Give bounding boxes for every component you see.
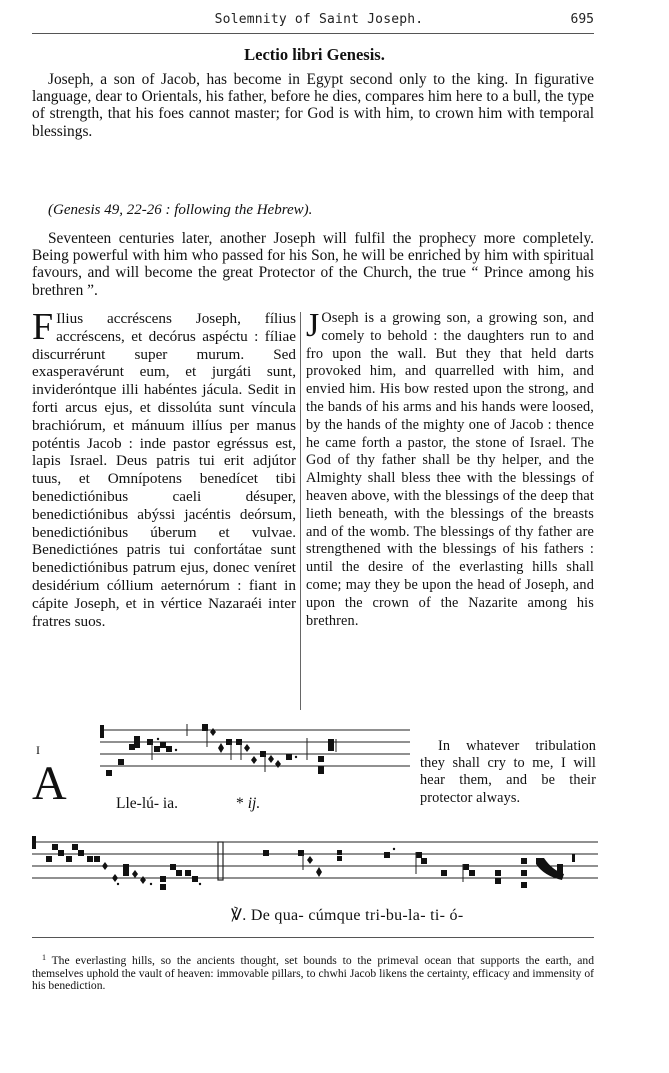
note	[318, 766, 324, 774]
note	[318, 756, 324, 762]
neume-note	[268, 755, 274, 763]
column-divider	[300, 312, 301, 710]
header-rule	[32, 33, 594, 34]
neume-note	[495, 878, 501, 884]
footnote-marker: 1	[42, 953, 46, 962]
neume-note	[263, 850, 269, 856]
neume-note	[123, 870, 129, 876]
punctum-mora-dot	[175, 749, 177, 751]
neume-note	[441, 870, 447, 876]
repeat-mark: ij.	[247, 795, 261, 812]
intro-paragraph-2-text: Seventeen centuries later, another Joseph will fulfil the prophecy more completely. Being powerful with him who passed for his Son, he will be enriched by him with spiritual favours, and will become the great Protector of the Church, the true “ Prince among his brethren ”.	[32, 230, 594, 299]
neume-note	[123, 864, 129, 870]
running-title: Solemnity of Saint Joseph.	[214, 12, 424, 27]
chant-initial: A	[32, 757, 67, 810]
note	[286, 754, 292, 760]
intro-paragraph-2	[32, 230, 594, 299]
note	[134, 742, 140, 748]
note	[118, 759, 124, 765]
do-clef	[32, 836, 36, 849]
neume-note	[572, 854, 575, 862]
chant-mode-number: I	[36, 743, 40, 757]
neume-note	[251, 756, 257, 764]
neume-note	[469, 870, 475, 876]
neume-note	[275, 760, 281, 768]
neume-note	[176, 870, 182, 876]
lesson-title: Lectio libri Genesis.	[244, 45, 385, 64]
latin-drop-cap: F	[32, 306, 54, 348]
neume-note	[384, 852, 390, 858]
chant-asterisk	[236, 795, 260, 813]
neume-note	[192, 876, 198, 882]
do-clef	[100, 725, 104, 738]
neume-note	[337, 850, 342, 855]
neume-note	[102, 862, 108, 870]
neume-note	[421, 858, 427, 864]
neume-note	[160, 876, 166, 882]
english-drop-cap: J	[306, 307, 320, 344]
neume-note	[185, 870, 191, 876]
neume-note	[112, 874, 118, 882]
neume-note	[52, 844, 58, 850]
footnote-text: The everlasting hills, so the ancients thought, set bounds to the primeval ocean that supports the earth, and themselves uphold the vault of heaven: immovable pillars, to chwhi Jacob likens the certainty, efficacy and immensity of his benediction.	[32, 954, 594, 993]
latin-column	[32, 306, 296, 630]
neume-note	[160, 884, 166, 890]
neume-note	[210, 728, 216, 736]
neume-note	[521, 870, 527, 876]
intro-paragraph-1	[32, 71, 594, 140]
neume-note	[58, 850, 64, 856]
punctum-mora-dot	[157, 738, 159, 740]
double-bar	[218, 842, 223, 880]
neume-note	[416, 852, 422, 858]
neume-note	[307, 856, 313, 864]
neume-note	[132, 870, 138, 878]
neumes	[100, 724, 336, 776]
chant-lyric-line-2: ℣. De qua- cúmque tri-bu-la- ti- ó-	[231, 907, 464, 924]
neume-note	[316, 867, 322, 877]
neume-note	[521, 882, 527, 888]
latin-text: Ilius accréscens Joseph, fílius accréscens, et decórus aspéctu : fíliae discurrérunt super murum. Sed exasperavérunt eum, et jurgáti sunt, invideróntque illi habéntes jácula. Sedit in forti arcus ejus, et dissolúta sunt víncula brachiórum, et mánuum illíus per manus poténtis Jacob : inde pastor egréssus est, lapis Israel. Deus patris tui erit adjútor tuus, et Omnípotens benedícet tibi benedictiónibus caeli désuper, benedictiónibus abýssi jacéntis deórsum, benedictiónibus úberum et vulvae. Benedictiónes patris tui confortátae sunt benedictiónibus patrum ejus, donec veníret desidérium cóllium aeternórum : fiant in cápite Joseph, et in vértice Nazaraéi inter fratres suos.	[32, 310, 296, 630]
neume-note	[557, 864, 563, 870]
neumes	[32, 836, 575, 890]
page-number: 695	[570, 12, 594, 27]
note	[202, 724, 208, 731]
intro-paragraph-1-text: Joseph, a son of Jacob, has become in Egypt second only to the king. In figurative language, dear to Orientals, his father, before he dies, compares him here to a bull, the type of strength, that his foes cannot master; for God is with him, to crown him with temporal blessings.	[32, 71, 594, 140]
footnote-rule	[32, 937, 594, 938]
chant-staff-2	[32, 832, 598, 904]
scripture-citation: (Genesis 49, 22-26 : following the Hebrew).	[48, 202, 313, 218]
staff-lines	[32, 842, 598, 878]
neume-note	[244, 744, 250, 752]
chant-translation	[420, 738, 596, 807]
neume-note	[94, 856, 100, 862]
punctum-mora-dot	[295, 756, 297, 758]
running-head	[32, 12, 594, 38]
note	[154, 746, 160, 752]
note	[106, 770, 112, 776]
punctum-mora-dot	[199, 883, 201, 885]
chant-lyric-line-1: Lle-lú- ia.	[116, 795, 178, 812]
neume-note	[463, 864, 469, 870]
footnote	[32, 952, 594, 993]
neume-note	[78, 850, 84, 856]
neume-note	[557, 870, 563, 876]
neume-note	[495, 870, 501, 876]
punctum-mora-dot	[150, 883, 152, 885]
punctum-mora-dot	[393, 848, 395, 850]
neume-note	[337, 856, 342, 861]
neume-note	[170, 864, 176, 870]
asterisk: *	[236, 795, 244, 812]
chant-translation-text: In whatever tribulation they shall cry to me, I will hear them, and be their protector always.	[420, 738, 596, 806]
english-column	[306, 307, 594, 630]
note	[166, 746, 172, 752]
neume-note	[66, 856, 72, 862]
note	[328, 745, 334, 751]
english-text: Oseph is a growing son, a growing son, and comely to behold : the daughters run to and fro upon the wall. But they that held darts provoked him, and quarrelled with him, and envied him. His bow rested upon the strong, and the bands of his arms and his hands were loosed, by the hands of the mighty one of Jacob : thence he came forth a pastor, the stone of Israel. The God of thy father shall be thy helper, and the Almighty shall bless thee with the blessings of heaven above, with the blessings of the deep that lieth beneath, with the blessings of the breasts and of the womb. The blessings of thy father are strengthened with the blessings of his fathers : until the desire of the everlasting hills shall come; may they be upon the head of Joseph, and upon the crown of the Nazarite among his brethren.	[306, 310, 594, 629]
chant-staff-1	[96, 722, 410, 782]
note	[160, 742, 166, 748]
neume-note	[46, 856, 52, 862]
neume-note	[72, 844, 78, 850]
punctum-mora-dot	[117, 883, 119, 885]
note	[134, 736, 140, 742]
neume-note	[521, 858, 527, 864]
neume-note	[87, 856, 93, 862]
neume-note	[218, 743, 224, 753]
neume-note	[140, 876, 146, 884]
note	[328, 739, 334, 745]
